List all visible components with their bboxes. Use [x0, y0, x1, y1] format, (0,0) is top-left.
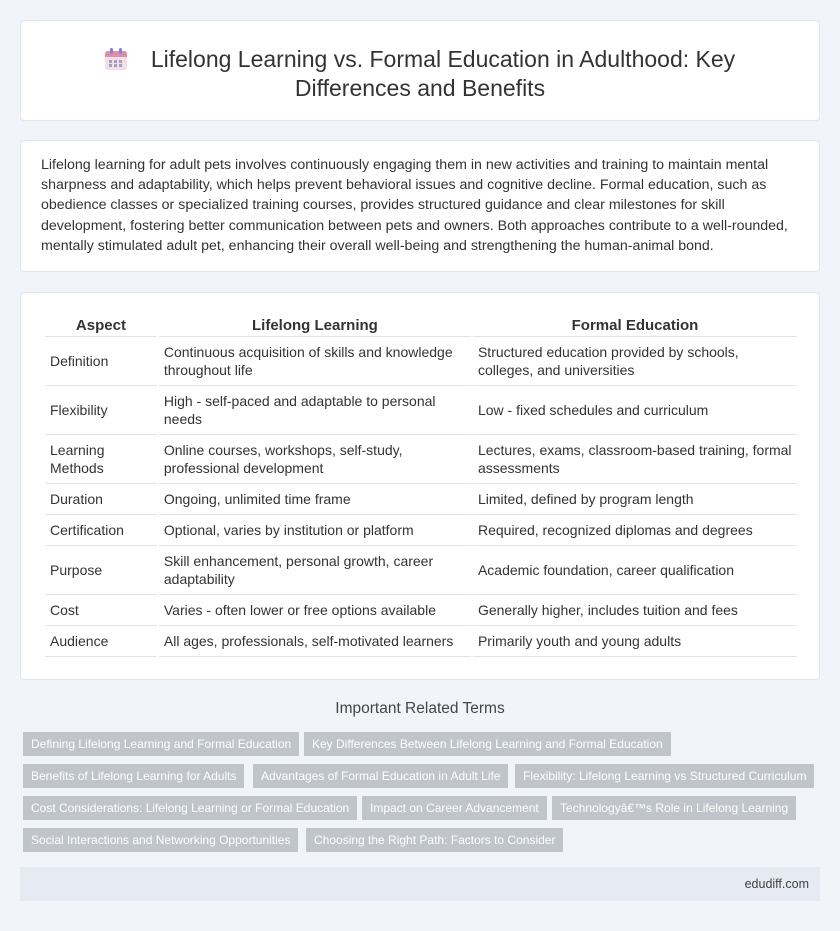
cell-lifelong: All ages, professionals, self-motivated learners — [159, 626, 471, 657]
related-term-link[interactable]: Key Differences Between Lifelong Learning and Formal Education — [304, 732, 671, 756]
intro-paragraph: Lifelong learning for adult pets involves continuously engaging them in new activities and training to maintain mental sharpness and adaptability, which helps prevent behavioral issues and cognitive decline. Formal education, such as obedience classes or specialized training courses, provides structured guidance and clear milestones for skill development, fostering better communication between pets and owners. Both approaches contribute to a well-rounded, mentally stimulated adult pet, enhancing their overall well-being and strengthening the human-animal bond. — [41, 157, 788, 254]
cell-formal: Required, recognized diplomas and degrees — [473, 515, 797, 546]
related-term-link[interactable]: Social Interactions and Networking Opportunities — [23, 828, 298, 852]
header-lifelong-learning: Lifelong Learning — [159, 315, 471, 337]
related-term-link[interactable]: Benefits of Lifelong Learning for Adults — [23, 764, 244, 788]
cell-aspect: Definition — [45, 337, 157, 386]
footer — [20, 867, 820, 901]
cell-lifelong: Continuous acquisition of skills and knowledge throughout life — [159, 337, 471, 386]
cell-formal: Limited, defined by program length — [473, 484, 797, 515]
page-title-text: Lifelong Learning vs. Formal Education in Adulthood: Key Differences and Benefits — [150, 46, 736, 101]
calendar-icon — [105, 48, 127, 70]
cell-aspect: Cost — [45, 595, 157, 626]
table-row — [45, 435, 797, 484]
cell-formal: Structured education provided by schools, colleges, and universities — [473, 337, 797, 386]
related-term-link[interactable]: Defining Lifelong Learning and Formal Education — [23, 732, 299, 756]
cell-aspect: Certification — [45, 515, 157, 546]
cell-aspect: Flexibility — [45, 386, 157, 435]
comparison-table — [43, 315, 799, 657]
cell-lifelong: Varies - often lower or free options available — [159, 595, 471, 626]
intro-card — [20, 140, 820, 272]
cell-aspect: Purpose — [45, 546, 157, 595]
cell-lifelong: Optional, varies by institution or platform — [159, 515, 471, 546]
related-term-link[interactable]: Impact on Career Advancement — [362, 796, 547, 820]
header-card — [20, 20, 820, 121]
table-row — [45, 337, 797, 386]
cell-formal: Generally higher, includes tuition and fees — [473, 595, 797, 626]
cell-aspect: Audience — [45, 626, 157, 657]
cell-aspect: Duration — [45, 484, 157, 515]
footer-site-name: edudiff.com — [744, 877, 809, 891]
page-title — [21, 21, 819, 103]
table-row — [45, 546, 797, 595]
table-row — [45, 626, 797, 657]
cell-lifelong: Online courses, workshops, self-study, professional development — [159, 435, 471, 484]
table-row — [45, 386, 797, 435]
cell-lifelong: Skill enhancement, personal growth, career adaptability — [159, 546, 471, 595]
cell-formal: Primarily youth and young adults — [473, 626, 797, 657]
cell-formal: Low - fixed schedules and curriculum — [473, 386, 797, 435]
table-row — [45, 484, 797, 515]
cell-aspect: Learning Methods — [45, 435, 157, 484]
related-term-link[interactable]: Choosing the Right Path: Factors to Consider — [306, 828, 563, 852]
related-term-link[interactable]: Flexibility: Lifelong Learning vs Structured Curriculum — [515, 764, 814, 788]
cell-lifelong: High - self-paced and adaptable to personal needs — [159, 386, 471, 435]
comparison-table-card — [20, 292, 820, 680]
cell-formal: Lectures, exams, classroom-based training, formal assessments — [473, 435, 797, 484]
header-formal-education: Formal Education — [473, 315, 797, 337]
related-term-link[interactable]: Cost Considerations: Lifelong Learning or Formal Education — [23, 796, 357, 820]
table-header-row — [45, 315, 797, 337]
table-row — [45, 515, 797, 546]
cell-lifelong: Ongoing, unlimited time frame — [159, 484, 471, 515]
table-row — [45, 595, 797, 626]
related-terms-heading: Important Related Terms — [335, 700, 505, 717]
related-term-link[interactable]: Technologyâ€™s Role in Lifelong Learning — [552, 796, 796, 820]
cell-formal: Academic foundation, career qualification — [473, 546, 797, 595]
header-aspect: Aspect — [45, 315, 157, 337]
related-term-link[interactable]: Advantages of Formal Education in Adult Life — [253, 764, 508, 788]
